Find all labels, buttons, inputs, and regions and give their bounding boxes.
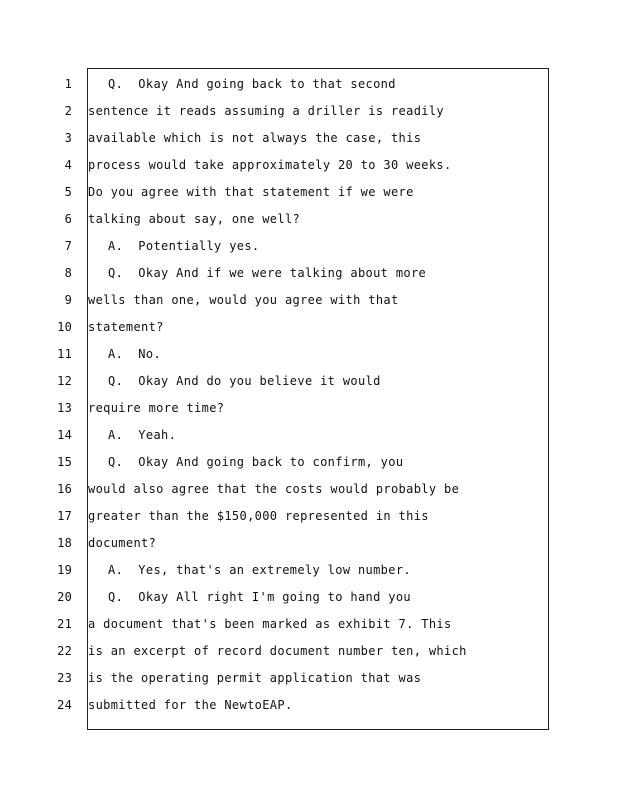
transcript-text: process would take approximately 20 to 30 weeks. <box>88 158 452 172</box>
transcript-line-24 <box>0 692 618 719</box>
transcript-line-15 <box>0 449 618 476</box>
line-number: 9 <box>64 293 72 307</box>
line-number: 21 <box>57 617 72 631</box>
transcript-line-8 <box>0 260 618 287</box>
line-number: 6 <box>64 212 72 226</box>
transcript-line-6 <box>0 206 618 233</box>
transcript-line-22 <box>0 638 618 665</box>
line-number: 18 <box>57 536 72 550</box>
line-number: 11 <box>57 347 72 361</box>
line-number: 12 <box>57 374 72 388</box>
line-number: 8 <box>64 266 72 280</box>
answer-line: A. No. <box>108 347 162 361</box>
transcript-line-16 <box>0 476 618 503</box>
line-number: 24 <box>57 698 72 712</box>
transcript-text: available which is not always the case, this <box>88 131 422 145</box>
line-number: 13 <box>57 401 72 415</box>
transcript-line-21 <box>0 611 618 638</box>
transcript-line-7 <box>0 233 618 260</box>
question-line: Q. Okay And going back to that second <box>108 77 396 91</box>
transcript-line-20 <box>0 584 618 611</box>
transcript-text: a document that's been marked as exhibit 7. This <box>88 617 452 631</box>
line-number: 2 <box>64 104 72 118</box>
transcript-line-1 <box>0 71 618 98</box>
transcript-line-13 <box>0 395 618 422</box>
transcript-text: would also agree that the costs would probably be <box>88 482 460 496</box>
transcript-line-10 <box>0 314 618 341</box>
transcript-text: is the operating permit application that was <box>88 671 422 685</box>
line-number: 4 <box>64 158 72 172</box>
transcript-line-23 <box>0 665 618 692</box>
question-line: Q. Okay All right I'm going to hand you <box>108 590 411 604</box>
answer-line: A. Yes, that's an extremely low number. <box>108 563 411 577</box>
line-number: 19 <box>57 563 72 577</box>
line-number: 17 <box>57 509 72 523</box>
transcript-line-19 <box>0 557 618 584</box>
line-number: 5 <box>64 185 72 199</box>
transcript-line-5 <box>0 179 618 206</box>
line-number: 23 <box>57 671 72 685</box>
transcript-line-18 <box>0 530 618 557</box>
question-line: Q. Okay And going back to confirm, you <box>108 455 404 469</box>
transcript-text: require more time? <box>88 401 225 415</box>
transcript-text: Do you agree with that statement if we were <box>88 185 414 199</box>
line-number: 7 <box>64 239 72 253</box>
line-number: 16 <box>57 482 72 496</box>
transcript-text: talking about say, one well? <box>88 212 301 226</box>
transcript-line-17 <box>0 503 618 530</box>
line-number: 10 <box>57 320 72 334</box>
answer-line: A. Potentially yes. <box>108 239 260 253</box>
question-line: Q. Okay And do you believe it would <box>108 374 381 388</box>
transcript-line-4 <box>0 152 618 179</box>
transcript-text: wells than one, would you agree with that <box>88 293 399 307</box>
transcript-text: sentence it reads assuming a driller is readily <box>88 104 445 118</box>
transcript-text: document? <box>88 536 157 550</box>
transcript-text: statement? <box>88 320 164 334</box>
line-number: 15 <box>57 455 72 469</box>
line-number: 22 <box>57 644 72 658</box>
transcript-line-3 <box>0 125 618 152</box>
transcript-text: is an excerpt of record document number ten, which <box>88 644 467 658</box>
transcript-text: submitted for the NewtoEAP. <box>88 698 293 712</box>
line-number: 20 <box>57 590 72 604</box>
transcript-line-14 <box>0 422 618 449</box>
transcript-line-9 <box>0 287 618 314</box>
question-line: Q. Okay And if we were talking about more <box>108 266 427 280</box>
transcript-line-12 <box>0 368 618 395</box>
transcript-line-2 <box>0 98 618 125</box>
line-number: 1 <box>64 77 72 91</box>
line-number: 14 <box>57 428 72 442</box>
answer-line: A. Yeah. <box>108 428 177 442</box>
transcript-text: greater than the $150,000 represented in this <box>88 509 429 523</box>
line-number: 3 <box>64 131 72 145</box>
transcript-line-11 <box>0 341 618 368</box>
